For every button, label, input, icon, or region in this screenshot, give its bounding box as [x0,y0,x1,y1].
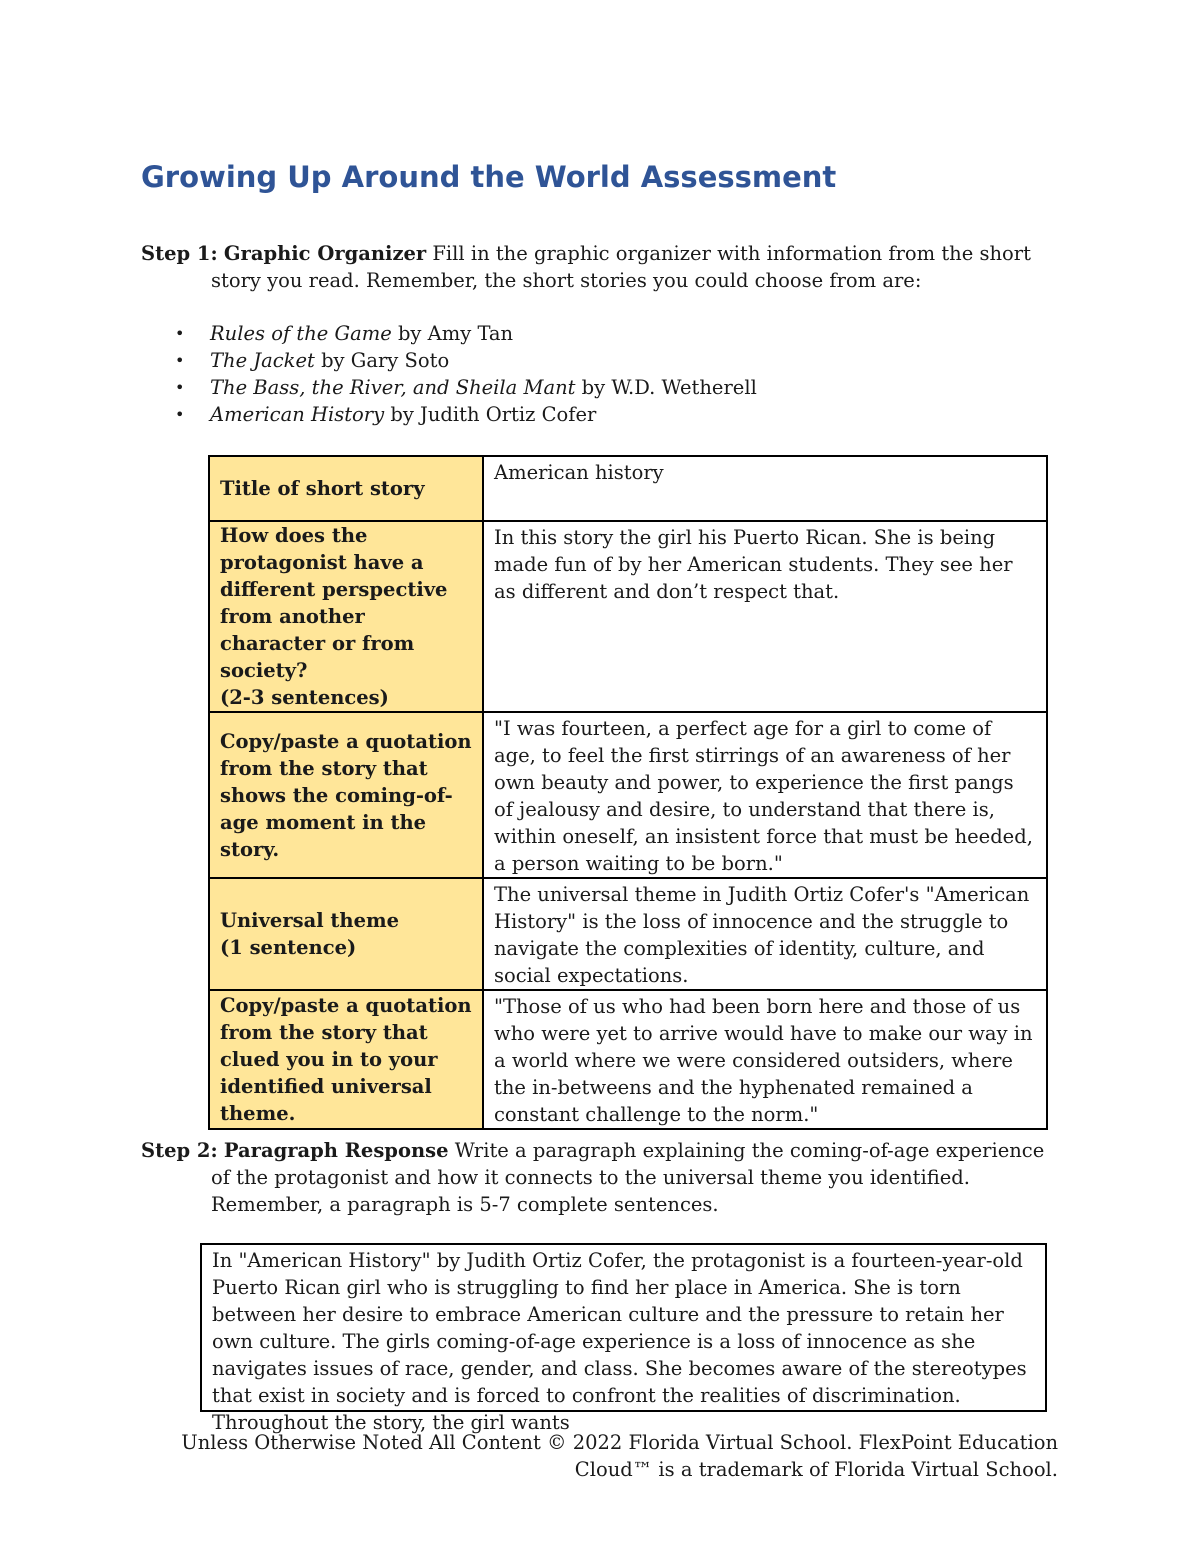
answer-cell-universal-theme[interactable]: The universal theme in Judith Ortiz Cofer's "American History" is the loss of innocence and the struggle to navigate the complexities of identity, culture, and social expectations. [483,878,1047,990]
bullet-icon: • [175,405,185,424]
table-row [209,521,1047,712]
step1-text: Fill in the graphic organizer with information from the short story you read. Remember, the short stories you could choose from are: [211,242,1031,292]
story-author: by Gary Soto [321,349,450,372]
paragraph-response-box[interactable]: In "American History" by Judith Ortiz Cofer, the protagonist is a fourteen-year-old Puerto Rican girl who is struggling to find her place in America. She is torn between her desire to embrace American culture and the pressure to retain her own culture. The girls coming-of-age experience is a loss of innocence as she navigates issues of race, gender, and class. She becomes aware of the stereotypes that exist in society and is forced to confront the realities of discrimination. Throughout the story, the girl wants [200,1243,1047,1412]
step2-heading: Paragraph Response [223,1139,449,1162]
footer-line-2: Cloud™ is a trademark of Florida Virtual School. [574,1458,1058,1481]
story-author: by Amy Tan [397,322,514,345]
bullet-icon: • [175,324,185,343]
story-item [172,401,757,428]
answer-cell-perspective[interactable]: In this story the girl his Puerto Rican. She is being made fun of by her American students. They see her as different and don’t respect that. [483,521,1047,712]
story-list [172,320,757,428]
answer-cell-theme-quote[interactable]: "Those of us who had been born here and those of us who were yet to arrive would have to make our way in a world where we were considered outsiders, where the in-betweens and the hyphenated remained a constant challenge to the norm." [483,990,1047,1129]
graphic-organizer-table [208,455,1048,1130]
bullet-icon: • [175,351,185,370]
answer-cell-coming-of-age-quote[interactable]: "I was fourteen, a perfect age for a girl to come of age, to feel the first stirrings of an awareness of her own beauty and power, to experience the first pangs of jealousy and desire, to understand that there is, within oneself, an insistent force that must be heeded, a person waiting to be born." [483,712,1047,878]
story-title: American History [210,403,385,426]
step2-label: Step 2: [141,1139,218,1162]
table-row [209,456,1047,521]
story-title: The Jacket [210,349,315,372]
row-label-universal-theme: Universal theme (1 sentence) [209,878,483,990]
row-label-perspective: How does the protagonist have a different perspective from another character or from society? (2-3 sentences) [209,521,483,712]
table-row [209,712,1047,878]
row-label-theme-quote: Copy/paste a quotation from the story that clued you in to your identified universal theme. [209,990,483,1129]
row-label-title: Title of short story [209,456,483,521]
story-title: The Bass, the River, and Sheila Mant [210,376,576,399]
story-item [172,347,757,374]
step2-instructions [141,1137,1053,1218]
bullet-icon: • [175,378,185,397]
story-author: by W.D. Wetherell [581,376,757,399]
copyright-footer [158,1429,1058,1483]
table-row [209,990,1047,1129]
footer-line-1: Unless Otherwise Noted All Content © 2022 Florida Virtual School. FlexPoint Education [181,1431,1058,1454]
page-title: Growing Up Around the World Assessment [141,160,837,194]
story-item [172,320,757,347]
step1-heading: Graphic Organizer [223,242,427,265]
story-title: Rules of the Game [210,322,392,345]
step1-instructions [141,240,1053,294]
story-author: by Judith Ortiz Cofer [390,403,597,426]
table-row [209,878,1047,990]
step2-text: Write a paragraph explaining the coming-of-age experience of the protagonist and how it connects to the universal theme you identified. Remember, a paragraph is 5-7 complete sentences. [211,1139,1045,1216]
step1-label: Step 1: [141,242,218,265]
row-label-coming-of-age-quote: Copy/paste a quotation from the story that shows the coming-of-age moment in the story. [209,712,483,878]
answer-cell-title[interactable]: American history [483,456,1047,521]
story-item [172,374,757,401]
